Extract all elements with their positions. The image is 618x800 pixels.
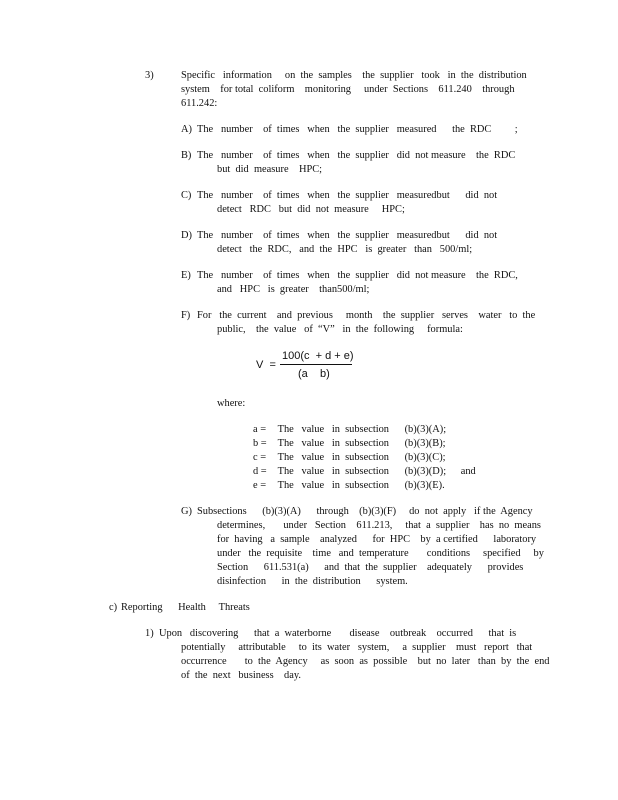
section-label: c) [109, 602, 118, 613]
text-line: of the next business day. [181, 670, 301, 681]
subitem-d-text [197, 229, 527, 257]
text-line: Specific information on the samples the supplier took in the distribution [181, 70, 527, 81]
variable-row [253, 437, 493, 451]
variable-symbol: a = [253, 424, 267, 435]
formula-lhs: V = [256, 359, 276, 371]
subitem-label: E) [181, 270, 191, 281]
text-line: For the current and previous month the supplier serves water to the [197, 310, 536, 321]
text-line: for having a sample analyzed for HPC by a certified laboratory [217, 534, 537, 545]
subitem-label: B) [181, 150, 192, 161]
text-line: Upon discovering that a waterborne disease outbreak occurred that is [159, 628, 517, 639]
text-line: 611.242: [181, 98, 218, 109]
variable-description: The value in subsection (b)(3)(A); [277, 424, 447, 435]
item-number: 3) [145, 70, 154, 81]
text-line: The number of times when the supplier measuredbut did not [197, 190, 498, 201]
variable-symbol: b = [253, 438, 267, 449]
variable-definitions [253, 423, 493, 493]
formula-numerator: 100(c + d + e) [282, 350, 354, 362]
variable-symbol: d = [253, 466, 267, 477]
section-title: Reporting Health Threats [121, 602, 250, 613]
subitem-a-text [197, 123, 527, 137]
text-line: under the requisite time and temperature conditions specified by [217, 548, 544, 559]
text-line: public, the value of “V” in the following formula: [217, 324, 463, 335]
text-line: disinfection in the distribution system. [217, 576, 408, 587]
text-line: The number of times when the supplier measured the RDC ; [197, 124, 518, 135]
subitem-f-text [197, 309, 536, 337]
subitem-label: F) [181, 310, 191, 321]
variable-description: The value in subsection (b)(3)(C); [277, 452, 446, 463]
item-3-paragraph [181, 69, 527, 111]
item-c1-text [159, 627, 550, 683]
text-line: Section 611.531(a) and that the supplier adequately provides [217, 562, 524, 573]
text-line: Subsections (b)(3)(A) through (b)(3)(F) do not apply if the Agency [197, 506, 533, 517]
text-line: system for total coliform monitoring under Sections 611.240 through [181, 84, 515, 95]
variable-description: The value in subsection (b)(3)(E). [277, 480, 445, 491]
variable-symbol: c = [253, 452, 267, 463]
variable-row [253, 423, 493, 437]
variable-symbol: e = [253, 480, 267, 491]
text-line: The number of times when the supplier measuredbut did not [197, 230, 498, 241]
fraction-bar [280, 364, 352, 365]
where-label: where: [217, 398, 246, 409]
variable-row [253, 451, 493, 465]
variable-suffix: and [460, 466, 476, 477]
subitem-label: G) [181, 506, 192, 517]
text-line: and HPC is greater than500/ml; [217, 284, 370, 295]
subitem-c-text [197, 189, 527, 217]
text-line: detect the RDC, and the HPC is greater than 500/ml; [217, 244, 473, 255]
text-line: detect RDC but did not measure HPC; [217, 204, 405, 215]
text-line: occurrence to the Agency as soon as possible but no later than by the end [181, 656, 550, 667]
subitem-b-text [197, 149, 527, 177]
variable-row [253, 465, 493, 479]
variable-row [253, 479, 493, 493]
text-line: The number of times when the supplier did not measure the RDC, [197, 270, 518, 281]
text-line: determines, under Section 611.213, that a supplier has no means [217, 520, 541, 531]
text-line: The number of times when the supplier did not measure the RDC [197, 150, 516, 161]
subitem-label: D) [181, 230, 192, 241]
variable-description: The value in subsection (b)(3)(B); [277, 438, 446, 449]
variable-description: The value in subsection (b)(3)(D); [277, 466, 447, 477]
item-number: 1) [145, 628, 154, 639]
text-line: but did measure HPC; [217, 164, 323, 175]
subitem-g-text [197, 505, 544, 589]
text-line: potentially attributable to its water system, a supplier must report that [181, 642, 533, 653]
formula-denominator: (a b) [298, 368, 330, 380]
subitem-label: A) [181, 124, 192, 135]
subitem-label: C) [181, 190, 192, 201]
subitem-e-text [197, 269, 527, 297]
